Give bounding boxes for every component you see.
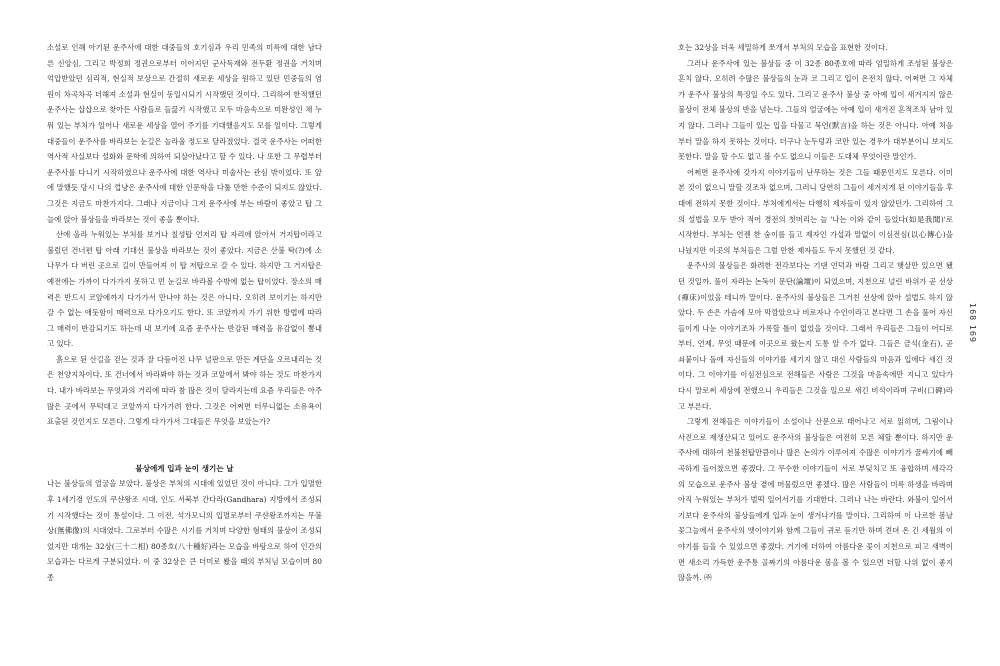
section-heading: 불상에게 입과 눈이 생기는 날 (135, 463, 234, 473)
body-paragraph: 호는 32상을 더욱 세밀하게 쪼개서 부처의 모습을 표현한 것이다. (678, 43, 888, 52)
body-paragraph: 그러나 운주사에 있는 불상들 중 이 32종 80종호에 따라 엄밀하게 조성된 불상은 흔치 않다. 오히려 수많은 불상들의 눈과 코 그리고 입이 온전치 않다. 어쩌면 그 자체가 운주사 불상의 특징일 수도 있다. 그리고 운주사 불상 중 아예 입이 새겨지지 않은 불상이 전체 불상의 반을 넘는다. 그들의 얼굴에는 아예 입이 새겨진 흔적조차 남아 있지 않다. 그러나 그들이 있는 입을 다물고 묵언(默言)을 하는 것은 아니다. 아예 처음부터 말을 하지 못하는 것이다. 더구나 눈두덩과 코만 있는 경우가 대부분이니 보지도 못한다. 말을 할 수도 없고 볼 수도 없으니 이들은 도대체 무엇이란 말인가. (678, 58, 953, 162)
right-page (678, 40, 953, 586)
page-numbers: 168 169 (968, 303, 977, 344)
body-paragraph: 흙으로 된 산길을 걷는 것과 잘 다듬어진 나무 널판으로 만든 계단을 오르내리는 것은 천양지차이다. 또 건너에서 바라봐야 하는 것과 코앞에서 봐야 하는 것도 마찬가지다. 내가 바라보는 무엇과의 거리에 따라 참 많은 것이 달라지는데 요즘 우리들은 아주 많은 곳에서 무턱대고 코앞까지 다가가려 한다. 그것은 어쩌면 터무니없는 소유욕이 표출된 것인지도 모른다. 그렇게 다가가서 그대들은 무엇을 보았는가? (47, 354, 322, 427)
body-paragraph: 나는 불상들의 얼굴을 보았다. 불상은 부처의 시대에 있었던 것이 아니다. 그가 입멸한 후 1세기경 인도의 쿠샨왕조 시대, 인도 서북부 간다라(Gandhara) 지방에서 조성되기 시작했다는 것이 통설이다. 그 이전, 석가모니의 입멸로부터 쿠샨왕조까지는 무불상(無佛像)의 시대였다. 그로부터 수많은 시기를 거치며 다양한 형태의 불상이 조성되었지만 대개는 32상(三十二相) 80종호(八十種好)라는 모습을 바탕으로 하여 인간의 모습과는 다르게 구분되었다. 이 중 32상은 큰 더미로 봤을 때의 부처님 모습이며 80종 (47, 479, 322, 582)
body-paragraph: 어쩌면 운주사에 갖가지 이야기들이 난무하는 것은 그들 때문인지도 모른다. 이미 본 것이 없으니 말할 것조차 없으며, 그러니 당연히 그들이 세겨지게 된 이야기들을 후대에 전하지 못한 것이다. 부처에게서는 다행히 제자들이 있지 않았던가. 그리하여 그의 설법을 모두 받아 적어 경전의 첫머리는 늘 '나는 이와 같이 들었다(如是我聞)'로 시작한다. 부처는 언젠 한 숨이를 들고 제자인 가섭과 말없이 이심전심(以心傳心)을 나눴지만 이곳의 부처들은 그럴 만한 제자들도 두지 못했던 것 같다. (678, 167, 953, 255)
body-paragraph: 산에 올라 누워있는 부처를 보거나 칠성탑 언저리 탑 자리에 앉아서 거지탑이라고 불렀던 건너편 탑 아래 기대선 불상을 바라보는 것이 좋았다. 지금은 산불 탁(?)에 소나무가 다 버린 곳으로 길이 만들어져 이 탑 저탑으로 갈 수 있다. 하지만 그 거지탑은 예전에는 가까이 다가가지 못하고 먼 눈길로 바라볼 수밖에 없는 탑이었다. 장소의 매력은 반드시 코앞에까지 다가가서 만나야 하는 것은 아니다. 오히려 보이기는 하지만 갈 수 없는 애둣함이 매력으로 다가오기도 한다. 또 코앞까지 가기 위한 방법에 따라 그 매력이 반감되기도 하는데 내 보기에 요즘 운주사는 반감된 매력을 유감없이 뽐내고 있다. (47, 230, 322, 349)
left-page (47, 40, 322, 586)
body-paragraph: 운주사의 불상들은 화려한 전각보다는 기댄 언덕과 바람 그리고 햇살만 있으면 됐던 것일까. 풀이 자라는 논둑이 문단(論壇)이 되었으며, 지천으로 널린 바위가 곧 선상(禪床)이었을 테니까 말이다. 운주사의 불상들은 그거친 선상에 앉아 설법도 하지 않았다. 두 손은 가슴에 모아 막깜았으나 비로자나 수인이라고 본다면 그 손을 풀어 자신들이게 나눈 이야기조차 가록할 틀이 없었을 것이다. 그래서 우리들은 그들이 어디로부터, 언제, 무엇 때문에 이곳으로 왔는지 도통 알 수가 없다. 그들은 금석(金石), 곧 쇠붙이나 돌에 자신들의 이야기를 세기지 않고 대신 사람들의 마음과 입에다 새긴 것이다. 그 이야기를 이심전심으로 전해들은 사람은 그것을 마음속에만 지니고 있다가 다시 말로써 세상에 전했으니 우리들은 그것을 일으로 새긴 비석이라며 구비(口碑)라고 부른다. (678, 261, 953, 411)
body-paragraph: 그렇게 전해들은 이야기들이 소설이나 산문으로 태어나고 서로 읽히며, 그림이나 사진으로 재생산되고 있어도 운주사의 불상들은 여전히 모른 체할 뿐이다. 하지만 운주사에 대하여 천불천탑만큼이나 많은 논의가 이루어져 수많은 이야기가 꿀싸기에 빼곡하게 들어찼으면 좋겠다. 그 무수한 이야기들이 서로 부딪치고 또 융합하며 세각각의 모습으로 운주사 불상 곁에 머물렀으면 좋겠다. 많은 사람들이 미륵 하생을 바라며 아직 누워있는 부처가 벌떡 일어서기를 기대한다. 그러나 나는 바란다. 와불이 일어서기보다 운주사의 불상들에게 입과 눈이 생겨나기를 말이다. 그리하여 이 나르한 봄날 꽃그늘에서 운주사의 엣이야기와 함께 그들이 귀로 듣기만 하며 견뎌 온 긴 세월의 이야기를 들을 수 있었으면 좋겠다. 거기에 더하여 아름다운 꽃이 지천으로 피고 새벽이면 새소리 가득한 운주통 골짜기의 아름다운 봄을 볼 수 있으면 더할 나위 없이 좋지 않을까. ㈜ (678, 417, 953, 583)
body-paragraph: 소설로 인해 아기된 운주사에 대한 대중들의 호기심과 우리 민족의 미륵에 대한 남다른 신앙심, 그리고 박정희 정권으로부터 이어지던 군사독재와 전두환 정권을 거치며 억압받았던 심리적, 현실적 보상으로 간절히 새로운 세상을 원하고 있던 민중들의 염원이 차곡차곡 더해져 소설과 현실이 동일시되기 시작했던 것이다. 그리하여 한적했던 운주사는 삽삽으로 찾아든 사람들로 들끓기 시작했고 모두 마음속으로 미완성인 채 누워 있는 부처가 일어나 새로운 세상을 열어 주기를 기대했음지도 모를 일이다. 그렇게 대중들이 운주사를 바라보는 눈길은 놀라울 정도로 달라졌었다. 결국 운주사는 어떠한 역사적 사실보다 설화와 문학에 의하여 되살아났다고 할 수 있다. 나 또한 그 무렵부터 운주사를 다니기 시작하였으나 운주사에 대한 역사나 미술사는 관심 밖이었다. 또 앞에 말했듯 당시 나의 껍냥은 운주사에 대한 인문학을 다툴 만한 수준이 되지도 않았다. 그것은 지금도 마찬가지다. 그래나 지금이나 그저 운주사에 부는 바람이 좋았고 탑 그늘에 앉아 불상들을 바라보는 것이 좋을 뿐이다. (47, 43, 322, 224)
